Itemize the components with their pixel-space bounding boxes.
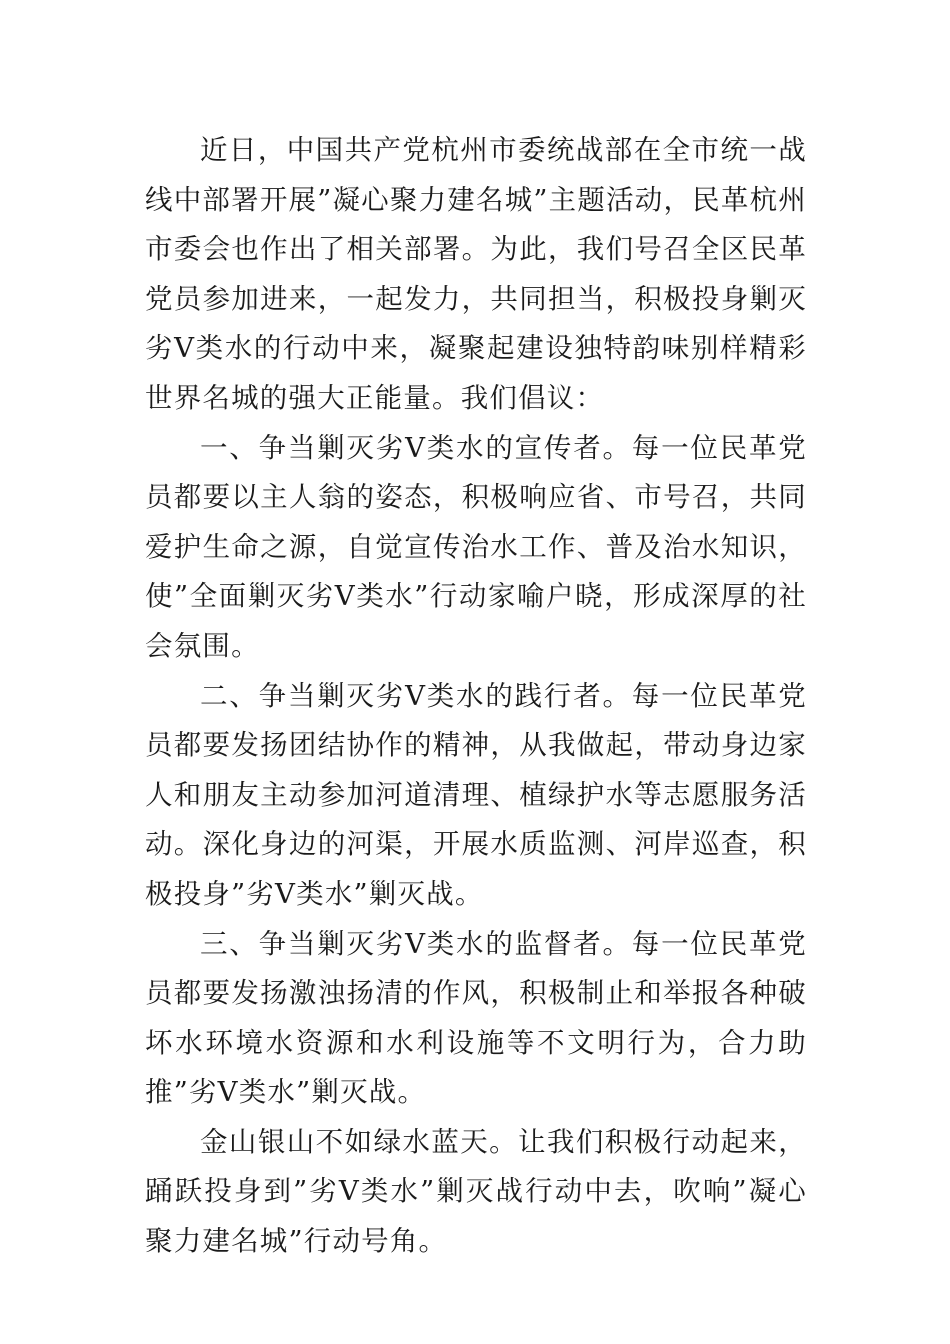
paragraph-item-two: 二、争当剿灭劣Ⅴ类水的践行者。每一位民革党员都要发扬团结协作的精神，从我做起，带动身边家人和朋友主动参加河道清理、植绿护水等志愿服务活动。深化身边的河渠，开展水质监测、河岸巡查，积极投身”劣Ⅴ类水”剿灭战。: [145, 679, 807, 910]
paragraph-item-one: 一、争当剿灭劣Ⅴ类水的宣传者。每一位民革党员都要以主人翁的姿态，积极响应省、市号召，共同爱护生命之源，自觉宣传治水工作、普及治水知识，使”全面剿灭劣Ⅴ类水”行动家喻户晓，形成深厚的社会氛围。: [145, 431, 807, 662]
paragraph-closing: 金山银山不如绿水蓝天。让我们积极行动起来，踊跃投身到”劣Ⅴ类水”剿灭战行动中去，吹响”凝心聚力建名城”行动号角。: [145, 1125, 807, 1258]
paragraph-intro: 近日，中国共产党杭州市委统战部在全市统一战线中部署开展”凝心聚力建名城”主题活动，民革杭州市委会也作出了相关部署。为此，我们号召全区民革党员参加进来，一起发力，共同担当，积极投身剿灭劣Ⅴ类水的行动中来，凝聚起建设独特韵味别样精彩世界名城的强大正能量。我们倡议：: [145, 134, 807, 414]
paragraph-item-three: 三、争当剿灭劣Ⅴ类水的监督者。每一位民革党员都要发扬激浊扬清的作风，积极制止和举报各种破坏水环境水资源和水利设施等不文明行为，合力助推”劣Ⅴ类水”剿灭战。: [145, 927, 807, 1109]
document-body: [145, 126, 807, 1267]
